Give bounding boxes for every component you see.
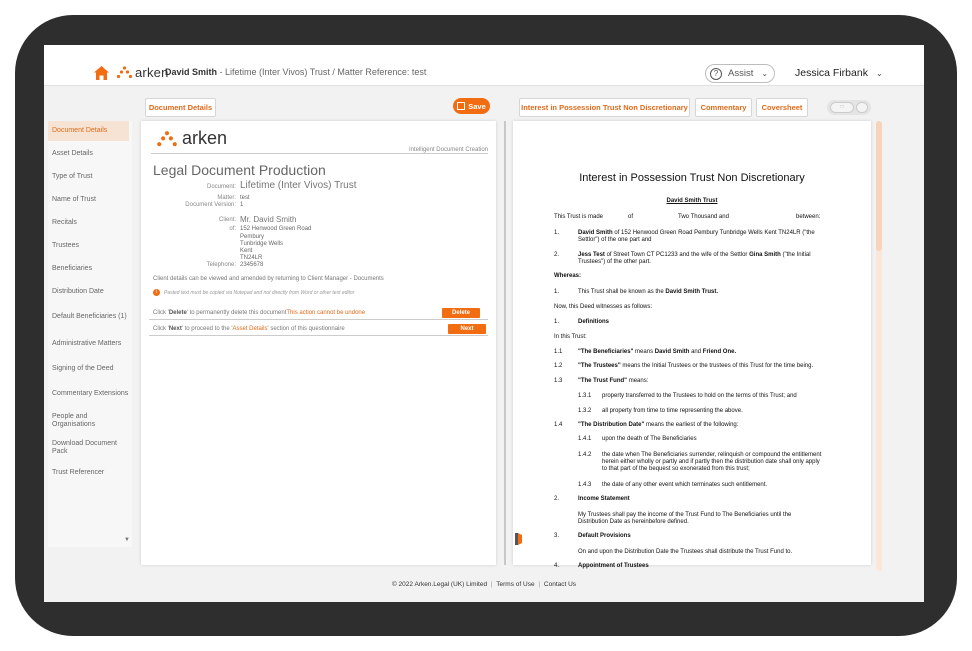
doc-heading: [578, 319, 609, 326]
doc-bold: David Smith Trust.: [665, 289, 719, 295]
sidebar-item-download-document-pack[interactable]: Download Document Pack: [48, 436, 129, 460]
arken-mark-icon: [156, 129, 178, 149]
address-line: TN24LR: [240, 255, 263, 261]
collapse-handle-icon[interactable]: [515, 533, 522, 545]
doc-num: 2.: [554, 496, 560, 502]
paste-warning-text: Pasted text must be copied via Notepad and not directly from Word or other text editor: [164, 289, 355, 296]
sidebar-item-administrative-matters[interactable]: Administrative Matters: [48, 332, 129, 356]
assist-label: Assist: [728, 68, 754, 79]
doc-text: upon the death of The Beneficiaries: [602, 436, 697, 442]
sidebar-item-document-details[interactable]: Document Details: [48, 121, 129, 141]
sidebar-item-trustees[interactable]: Trustees: [48, 236, 129, 256]
delete-row-pre: Click ': [153, 309, 169, 316]
tab-document-details[interactable]: Document Details: [145, 98, 216, 117]
doc-text: Trustees") of the other part.: [578, 259, 651, 265]
document-subtitle: David Smith Trust: [666, 198, 718, 204]
doc-heading: [578, 533, 631, 540]
matter-value: test: [240, 195, 250, 201]
doc-heading: [554, 273, 581, 280]
doc-bold: Income Statement: [578, 496, 630, 502]
brand-logo[interactable]: [116, 65, 169, 79]
doc-bold: Jess Test: [578, 252, 605, 258]
sidebar-item-people-organisations[interactable]: People and Organisations: [48, 409, 129, 433]
doc-bold: Gina Smith: [749, 252, 781, 258]
terms-of-use-link[interactable]: Terms of Use: [496, 581, 535, 588]
doc-heading: [578, 496, 630, 503]
save-disk-icon: [457, 102, 465, 110]
version-value: 1: [240, 202, 244, 208]
breadcrumb-client: David Smith: [165, 67, 218, 77]
doc-bold: "The Distribution Date": [578, 422, 645, 428]
doc-num: 2.: [554, 252, 560, 258]
help-icon: ?: [710, 68, 722, 80]
home-icon[interactable]: [94, 66, 109, 80]
next-row-word: Next: [168, 325, 182, 332]
document-value: Lifetime (Inter Vivos) Trust: [240, 180, 357, 191]
sidebar-item-type-of-trust[interactable]: Type of Trust: [48, 167, 129, 187]
user-menu[interactable]: [795, 67, 883, 79]
doc-span: This Trust shall be known as the: [578, 289, 666, 295]
next-row-post: ' section of this questionnaire: [267, 325, 345, 332]
doc-span: means:: [627, 378, 649, 384]
doc-bold: Default Provisions: [578, 533, 631, 539]
doc-num: 1.4.3: [578, 482, 592, 488]
document-details-panel: [141, 121, 496, 565]
doc-text: the date of any other event which terminates such entitlement.: [602, 482, 768, 488]
doc-text: Two Thousand and: [678, 214, 729, 220]
sidebar: [48, 121, 132, 547]
doc-text: Settlor") of the one part and: [578, 237, 652, 243]
doc-num: 1.3.1: [578, 393, 592, 399]
tab-commentary[interactable]: Commentary: [695, 98, 752, 117]
document-preview: [513, 121, 871, 569]
doc-bold: Friend One.: [702, 349, 737, 355]
view-toggle[interactable]: [827, 100, 871, 115]
user-name: Jessica Firbank: [795, 67, 868, 79]
matter-label: Matter:: [217, 195, 236, 201]
preview-scrollbar-thumb[interactable]: [876, 121, 882, 251]
tab-coversheet[interactable]: Coversheet: [756, 98, 808, 117]
footer-copyright: © 2022 Arken.Legal (UK) Limited: [391, 581, 488, 588]
document-label: Document:: [206, 184, 236, 190]
footer-separator: |: [538, 581, 541, 588]
doc-num: 1.4.2: [578, 452, 592, 458]
telephone-value: 2345678: [240, 262, 264, 268]
top-bar: [44, 45, 924, 86]
info-icon: i: [153, 289, 160, 296]
contact-us-link[interactable]: Contact Us: [543, 581, 577, 588]
page-title: Legal Document Production: [153, 162, 326, 178]
doc-span: means: [633, 349, 655, 355]
doc-text: herein either wholly or partly and if partly then the distribution date shall only apply: [602, 459, 820, 465]
breadcrumb: [165, 67, 426, 77]
chevron-down-icon: ⌄: [875, 69, 883, 78]
doc-num: 1.2: [554, 363, 563, 369]
doc-text: all property from time to time representing the above.: [602, 408, 743, 414]
doc-num: 1.3: [554, 378, 563, 384]
sidebar-item-recitals[interactable]: Recitals: [48, 213, 129, 233]
doc-bold: David Smith: [578, 230, 613, 236]
panel-splitter[interactable]: [504, 121, 506, 565]
doc-bold: Whereas:: [554, 273, 582, 279]
delete-row-word: Delete: [168, 309, 187, 316]
doc-span: means the Initial Trustees or the trustees of this Trust for the time being.: [620, 363, 814, 369]
sidebar-item-commentary-extensions[interactable]: Commentary Extensions: [48, 382, 129, 406]
doc-text: [578, 230, 815, 237]
client-label: Client:: [218, 217, 236, 223]
divider: [151, 153, 488, 154]
doc-text: the date when The Beneficiaries surrender, relinquish or compound the entitlement: [602, 452, 822, 458]
doc-text: In this Trust:: [554, 334, 587, 340]
doc-span: and: [689, 349, 703, 355]
assist-dropdown[interactable]: [705, 64, 775, 83]
doc-span: ("the Initial: [780, 252, 811, 258]
doc-bold: "The Beneficiaries": [578, 349, 634, 355]
footer: [44, 581, 924, 588]
brand-word: arken: [135, 64, 169, 80]
doc-num: 1.: [554, 230, 560, 236]
tagline: Intelligent Document Creation: [408, 147, 488, 153]
next-row-pre: Click ': [153, 325, 169, 332]
doc-text: Distribution Date as hereinbefore defined.: [578, 519, 689, 525]
doc-num: 4.: [554, 563, 560, 569]
doc-span: means the earliest of the following:: [644, 422, 739, 428]
document-title: Interest in Possession Trust Non Discretionary: [579, 172, 805, 184]
doc-span: of Street Town CT PC1233 and the wife of the Settlor: [604, 252, 750, 258]
doc-text: [578, 289, 718, 296]
tab-interest-in-possession[interactable]: Interest in Possession Trust Non Discretionary: [519, 98, 690, 117]
doc-num: 3.: [554, 533, 560, 539]
doc-text: This Trust is made: [554, 214, 604, 220]
doc-num: 1.1: [554, 349, 563, 355]
save-label: Save: [468, 101, 486, 111]
doc-span: of 152 Henwood Green Road Pembury Tunbridge Wells Kent TN24LR ("the: [612, 230, 815, 236]
address-line: Kent: [240, 248, 253, 254]
arken-mark-icon: [116, 66, 133, 79]
delete-button[interactable]: Delete: [442, 308, 480, 318]
next-row-mid: ' to proceed to the ': [181, 325, 233, 332]
sidebar-item-default-beneficiaries[interactable]: Default Beneficiaries (1): [48, 305, 129, 329]
panel-logo: [156, 128, 227, 149]
doc-text: of: [628, 214, 634, 220]
doc-text: On and upon the Distribution Date the Trustees shall distribute the Trust Fund to.: [578, 549, 793, 555]
sidebar-item-asset-details[interactable]: Asset Details: [48, 144, 129, 164]
doc-text: [578, 422, 738, 429]
address-line: 152 Henwood Green Road: [240, 226, 312, 232]
sidebar-item-signing-of-deed[interactable]: Signing of the Deed: [48, 359, 129, 379]
doc-num: 1.: [554, 289, 560, 295]
doc-bold: "The Trust Fund": [578, 378, 628, 384]
next-button[interactable]: Next: [448, 324, 486, 334]
doc-text: My Trustees shall pay the income of the Trust Fund to The Beneficiaries until the: [578, 512, 792, 518]
doc-num: 1.: [554, 319, 560, 325]
sidebar-item-distribution-date[interactable]: Distribution Date: [48, 282, 129, 302]
sidebar-item-name-of-trust[interactable]: Name of Trust: [48, 190, 129, 210]
doc-text: [578, 378, 648, 385]
doc-text: property transferred to the Trustees to hold on the terms of this Trust; and: [602, 393, 797, 399]
doc-text: [578, 252, 811, 259]
doc-text: between:: [796, 214, 821, 220]
doc-bold: "The Trustees": [578, 363, 621, 369]
doc-text: Now, this Deed witnesses as follows:: [554, 304, 653, 310]
address-line: Pembury: [240, 234, 265, 240]
footer-separator: |: [490, 581, 493, 588]
doc-bold: David Smith: [654, 349, 690, 355]
client-value: Mr. David Smith: [240, 215, 297, 224]
doc-num: 1.4: [554, 422, 563, 428]
doc-num: 1.3.2: [578, 408, 592, 414]
address-label: of:: [229, 226, 236, 232]
delete-row: [149, 306, 488, 320]
sidebar-scroll-down-icon[interactable]: ▼: [124, 537, 130, 543]
chevron-down-icon: ⌄: [761, 69, 769, 78]
sidebar-item-beneficiaries[interactable]: Beneficiaries: [48, 259, 129, 279]
doc-num: 1.4.1: [578, 436, 592, 442]
client-details-note: Client details can be viewed and amended by returning to Client Manager - Documents: [153, 276, 384, 282]
doc-bold: Appointment of Trustees: [578, 563, 649, 569]
paste-warning: [153, 289, 354, 296]
sidebar-item-trust-referencer[interactable]: Trust Referencer: [48, 463, 129, 483]
delete-row-warning: This action cannot be undone: [286, 309, 366, 316]
next-row-link[interactable]: Asset Details: [232, 325, 268, 332]
telephone-label: Telephone:: [206, 262, 236, 268]
next-row: [149, 322, 488, 336]
doc-text: [578, 363, 813, 370]
save-button[interactable]: [453, 98, 490, 114]
app-screen: [44, 45, 924, 602]
toggle-option-one[interactable]: □: [830, 102, 854, 113]
toggle-option-two[interactable]: [856, 102, 868, 113]
doc-text: to that part of the bequest so exonerated from this trust;: [602, 466, 750, 472]
doc-text: [578, 349, 736, 356]
address-line: Tunbridge Wells: [240, 241, 284, 247]
preview-scrollbar[interactable]: [876, 121, 882, 571]
doc-heading: [578, 563, 649, 570]
breadcrumb-matter: - Lifetime (Inter Vivos) Trust / Matter Reference: test: [217, 67, 427, 77]
delete-row-mid: ' to permanently delete this document: [186, 309, 287, 316]
doc-bold: Definitions: [578, 319, 609, 325]
panel-logo-word: arken: [182, 128, 228, 148]
version-label: Document Version:: [185, 202, 236, 208]
